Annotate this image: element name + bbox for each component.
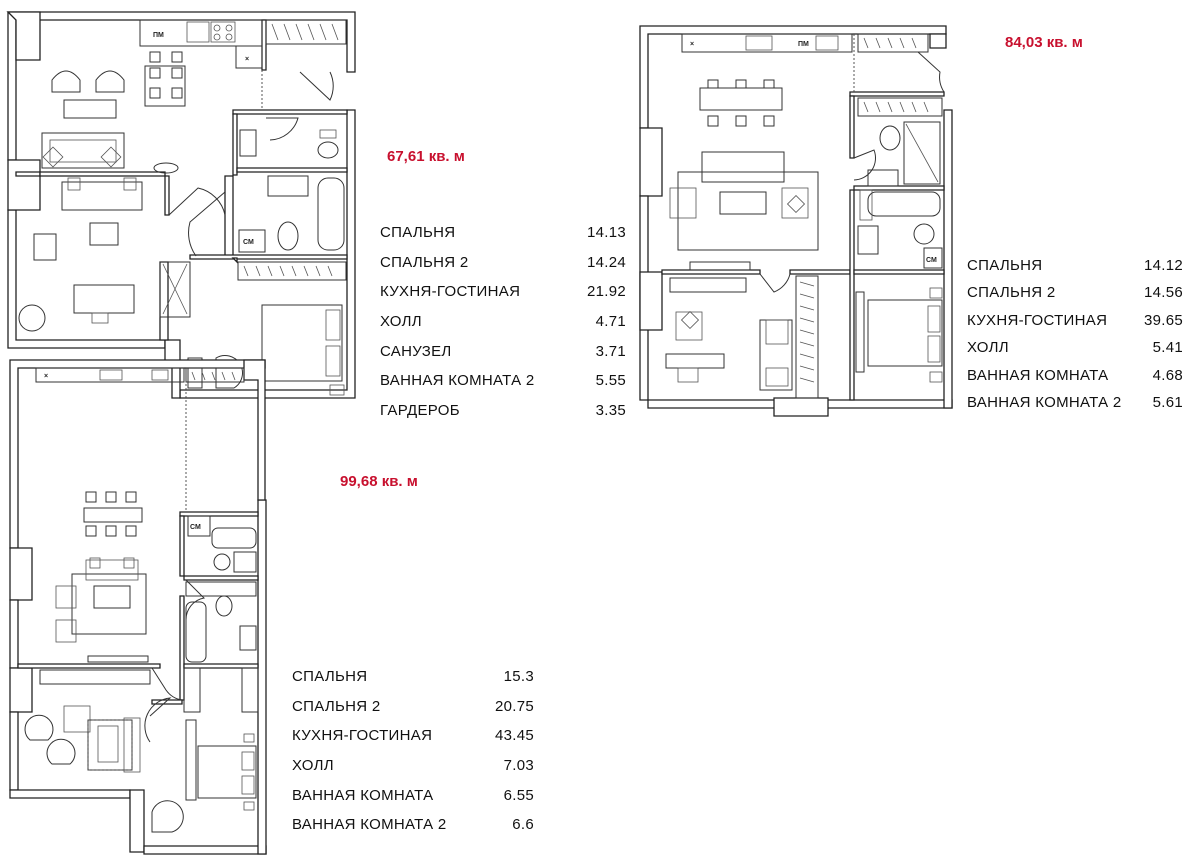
room-name: ХОЛЛ — [967, 339, 1009, 357]
floor-plan-2 — [640, 26, 952, 416]
room-area: 39.65 — [1143, 311, 1183, 329]
cross-label-3: × — [44, 373, 49, 380]
room-row — [967, 339, 1183, 366]
plan-3-room-list — [292, 668, 534, 846]
room-area: 14.13 — [586, 224, 626, 241]
room-name: ВАННАЯ КОМНАТА — [292, 786, 434, 804]
room-area: 3.35 — [595, 402, 626, 420]
room-area: 14.56 — [1143, 284, 1183, 302]
cross-label: × — [245, 56, 250, 63]
room-name: КУХНЯ-ГОСТИНАЯ — [292, 727, 433, 745]
room-area: 15.3 — [503, 668, 534, 685]
room-row — [292, 757, 534, 787]
room-area: 6.55 — [503, 786, 534, 804]
room-name: СПАЛЬНЯ — [967, 257, 1043, 274]
washer-label-2: СМ — [926, 257, 937, 264]
room-name: ХОЛЛ — [380, 313, 422, 331]
room-area: 4.68 — [1152, 366, 1183, 384]
room-row — [292, 787, 534, 817]
room-row — [380, 224, 626, 254]
room-area: 5.41 — [1152, 339, 1183, 357]
room-name: ХОЛЛ — [292, 757, 334, 775]
plan-1-area: 67,61 кв. м — [387, 148, 465, 165]
room-area: 14.24 — [586, 253, 626, 271]
room-row — [967, 312, 1183, 339]
room-area: 43.45 — [494, 727, 534, 745]
room-name: ВАННАЯ КОМНАТА — [967, 366, 1109, 384]
room-area: 14.12 — [1143, 257, 1183, 274]
room-name: ВАННАЯ КОМНАТА 2 — [380, 372, 535, 390]
room-name: СПАЛЬНЯ 2 — [380, 253, 469, 271]
room-row — [967, 394, 1183, 421]
dishwasher-label: ПМ — [153, 32, 164, 39]
room-name: САНУЗЕЛ — [380, 342, 452, 360]
room-row — [292, 816, 534, 846]
room-area: 20.75 — [494, 697, 534, 715]
room-name: СПАЛЬНЯ — [380, 224, 456, 241]
room-name: СПАЛЬНЯ 2 — [967, 284, 1056, 302]
room-name: СПАЛЬНЯ 2 — [292, 697, 381, 715]
room-row — [292, 727, 534, 757]
floor-plan-1 — [8, 12, 355, 398]
room-area: 21.92 — [586, 283, 626, 301]
room-row — [967, 367, 1183, 394]
room-row — [380, 402, 626, 432]
room-name: КУХНЯ-ГОСТИНАЯ — [967, 311, 1108, 329]
room-row — [380, 343, 626, 373]
room-name: ВАННАЯ КОМНАТА 2 — [967, 393, 1122, 411]
room-area: 7.03 — [503, 757, 534, 775]
plan-2-area: 84,03 кв. м — [1005, 34, 1083, 51]
room-row — [967, 257, 1183, 284]
room-area: 5.61 — [1152, 393, 1183, 411]
washer-label-3: СМ — [190, 524, 201, 531]
room-area: 5.55 — [595, 372, 626, 390]
room-row — [380, 254, 626, 284]
plan-2-room-list — [967, 257, 1183, 421]
room-area: 6.6 — [512, 816, 534, 834]
room-row — [292, 668, 534, 698]
washer-label: СМ — [243, 239, 254, 246]
room-row — [967, 284, 1183, 311]
room-name: ГАРДЕРОБ — [380, 402, 460, 420]
room-row — [292, 698, 534, 728]
room-name: СПАЛЬНЯ — [292, 668, 368, 685]
room-name: ВАННАЯ КОМНАТА 2 — [292, 816, 447, 834]
room-name: КУХНЯ-ГОСТИНАЯ — [380, 283, 521, 301]
room-row — [380, 313, 626, 343]
dishwasher-label-2: ПМ — [798, 41, 809, 48]
floor-plan-3 — [10, 360, 266, 854]
room-row — [380, 372, 626, 402]
room-row — [380, 283, 626, 313]
plan-1-room-list — [380, 224, 626, 432]
cross-label-2: × — [690, 41, 695, 48]
plan-3-area: 99,68 кв. м — [340, 473, 418, 490]
room-area: 4.71 — [595, 313, 626, 331]
room-area: 3.71 — [595, 342, 626, 360]
